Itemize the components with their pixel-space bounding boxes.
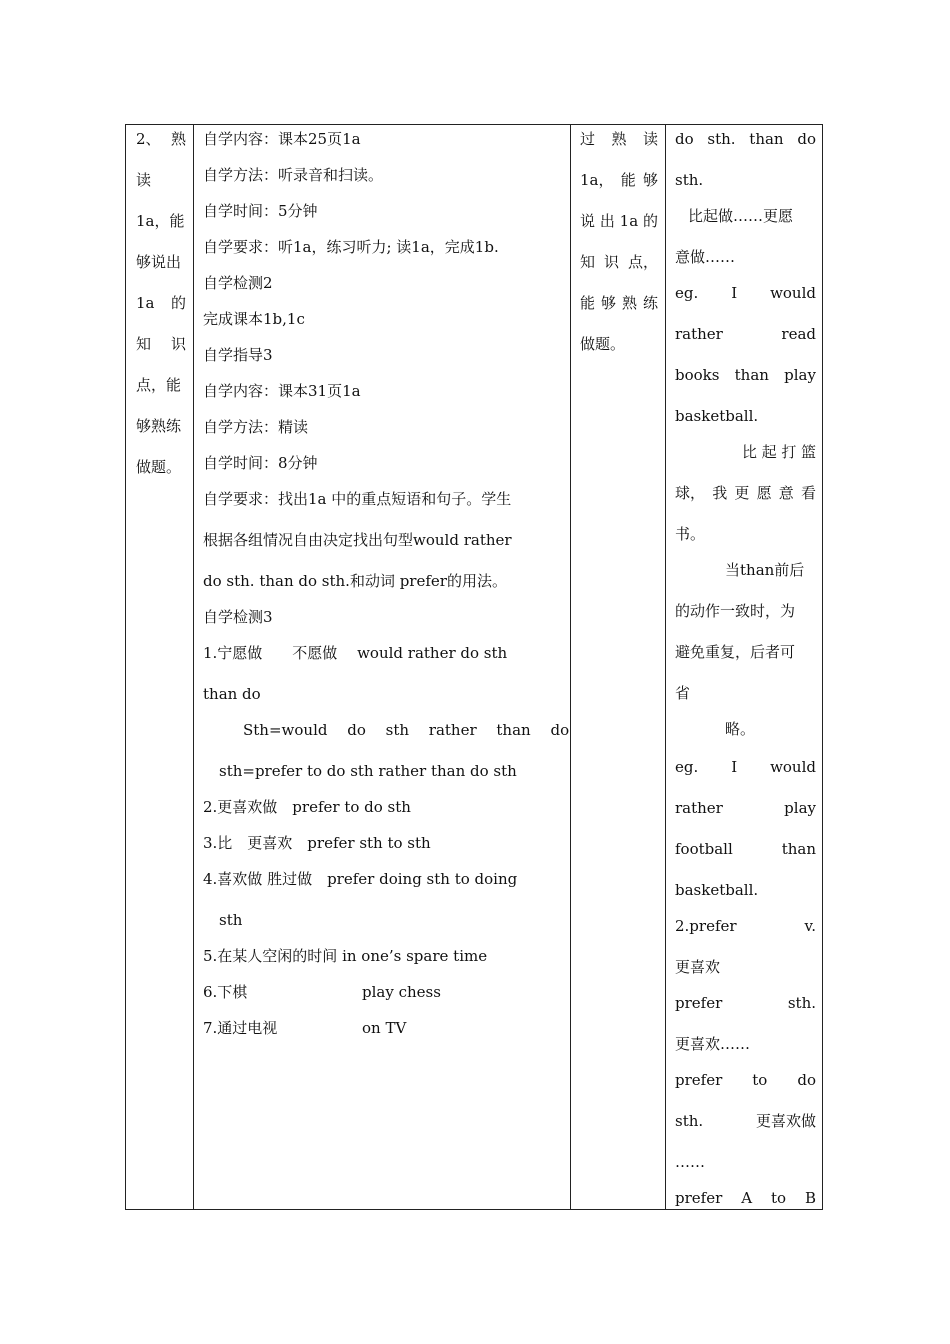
content-line: 5.在某人空闲的时间 in one’s spare time (203, 947, 488, 965)
note-line: 省 (675, 684, 691, 702)
note-line: 书。 (675, 525, 706, 543)
note-line: prefer sth. (675, 994, 816, 1012)
goal-line: 做题。 (136, 458, 182, 476)
lesson-table (125, 124, 823, 1210)
note-line: sth. 更喜欢做 (675, 1112, 816, 1130)
note-line: 更喜欢…… (675, 1035, 751, 1053)
content-line: 根据各组情况自由决定找出句型would rather (203, 531, 512, 549)
self-study-cell (194, 125, 570, 1209)
content-line: 7.通过电视 (203, 1019, 278, 1037)
note-line: do sth. than do (675, 130, 816, 148)
content-line: than do (203, 685, 261, 703)
note-line: eg. I would (675, 758, 816, 776)
objective-line: 知 识 点， (580, 253, 658, 271)
content-line: 自学内容：课本31页1a (203, 382, 361, 400)
content-line: 1.宁愿做 不愿做 would rather do sth (203, 644, 508, 662)
content-line: 自学检测3 (203, 608, 273, 626)
note-line: books than play (675, 366, 816, 384)
note-line: sth. (675, 171, 704, 189)
content-line: 自学要求：找出1a 中的重点短语和句子。学生 (203, 490, 512, 508)
content-line: on TV (362, 1019, 407, 1037)
objective-line: 能 够 熟 练 (580, 294, 658, 312)
objective-line: 过 熟 读 (580, 130, 658, 148)
goal-line: 1a 的 (136, 294, 186, 312)
objective-line: 做题。 (580, 335, 626, 353)
note-line: prefer A to B (675, 1189, 816, 1207)
note-line: 避免重复，后者可 (675, 643, 796, 661)
content-line: 自学时间：8分钟 (203, 454, 318, 472)
content-line: 4.喜欢做 胜过做 prefer doing sth to doing (203, 870, 518, 888)
content-line: 自学要求：听1a，练习听力; 读1a，完成1b. (203, 238, 499, 256)
content-line: do sth. than do sth.和动词 prefer的用法。 (203, 572, 507, 590)
note-line: 比起做……更愿 (688, 207, 794, 225)
notes-cell (666, 125, 824, 1209)
content-line: 完成课本1b,1c (203, 310, 305, 328)
note-line: rather play (675, 799, 816, 817)
goal-line: 2、 熟 (136, 130, 186, 148)
content-line: sth=prefer to do sth rather than do sth (219, 762, 517, 780)
content-line: 6.下棋 (203, 983, 248, 1001)
objective-line: 说 出 1a 的 (580, 212, 658, 230)
content-line: 2.更喜欢做 prefer to do sth (203, 798, 411, 816)
objective-line: 1a， 能 够 (580, 171, 658, 189)
goal-line: 1a，能 (136, 212, 185, 230)
note-line: 更喜欢 (675, 958, 721, 976)
note-line: rather read (675, 325, 816, 343)
note-line: 当than前后 (725, 561, 805, 579)
content-line: 自学指导3 (203, 346, 273, 364)
goal-line: 点，能 (136, 376, 182, 394)
note-line: 2.prefer v. (675, 917, 816, 935)
note-line: 比 起 打 篮 (742, 443, 816, 461)
goal-cell (126, 125, 193, 1209)
note-line: 的动作一致时，为 (675, 602, 796, 620)
content-line: 3.比 更喜欢 prefer sth to sth (203, 834, 431, 852)
content-line: 自学方法：听录音和扫读。 (203, 166, 384, 184)
content-line: 自学内容：课本25页1a (203, 130, 361, 148)
note-line: 略。 (725, 720, 756, 738)
content-line: 自学检测2 (203, 274, 273, 292)
goal-line: 够熟练 (136, 417, 182, 435)
content-line: 自学时间：5分钟 (203, 202, 318, 220)
goal-line: 知 识 (136, 335, 186, 353)
note-line: 意做…… (675, 248, 736, 266)
note-line: basketball. (675, 881, 759, 899)
note-line: prefer to do (675, 1071, 816, 1089)
objective-cell (571, 125, 665, 1209)
content-line: 自学方法：精读 (203, 418, 309, 436)
content-line: sth (219, 911, 243, 929)
note-line: …… (675, 1153, 705, 1171)
goal-line: 够说出 (136, 253, 182, 271)
note-line: eg. I would (675, 284, 816, 302)
content-line: play chess (362, 983, 441, 1001)
note-line: football than (675, 840, 816, 858)
note-line: 球， 我 更 愿 意 看 (675, 484, 816, 502)
note-line: basketball. (675, 407, 759, 425)
content-line: Sth=would do sth rather than do (243, 721, 570, 739)
goal-line: 读 (136, 171, 152, 189)
